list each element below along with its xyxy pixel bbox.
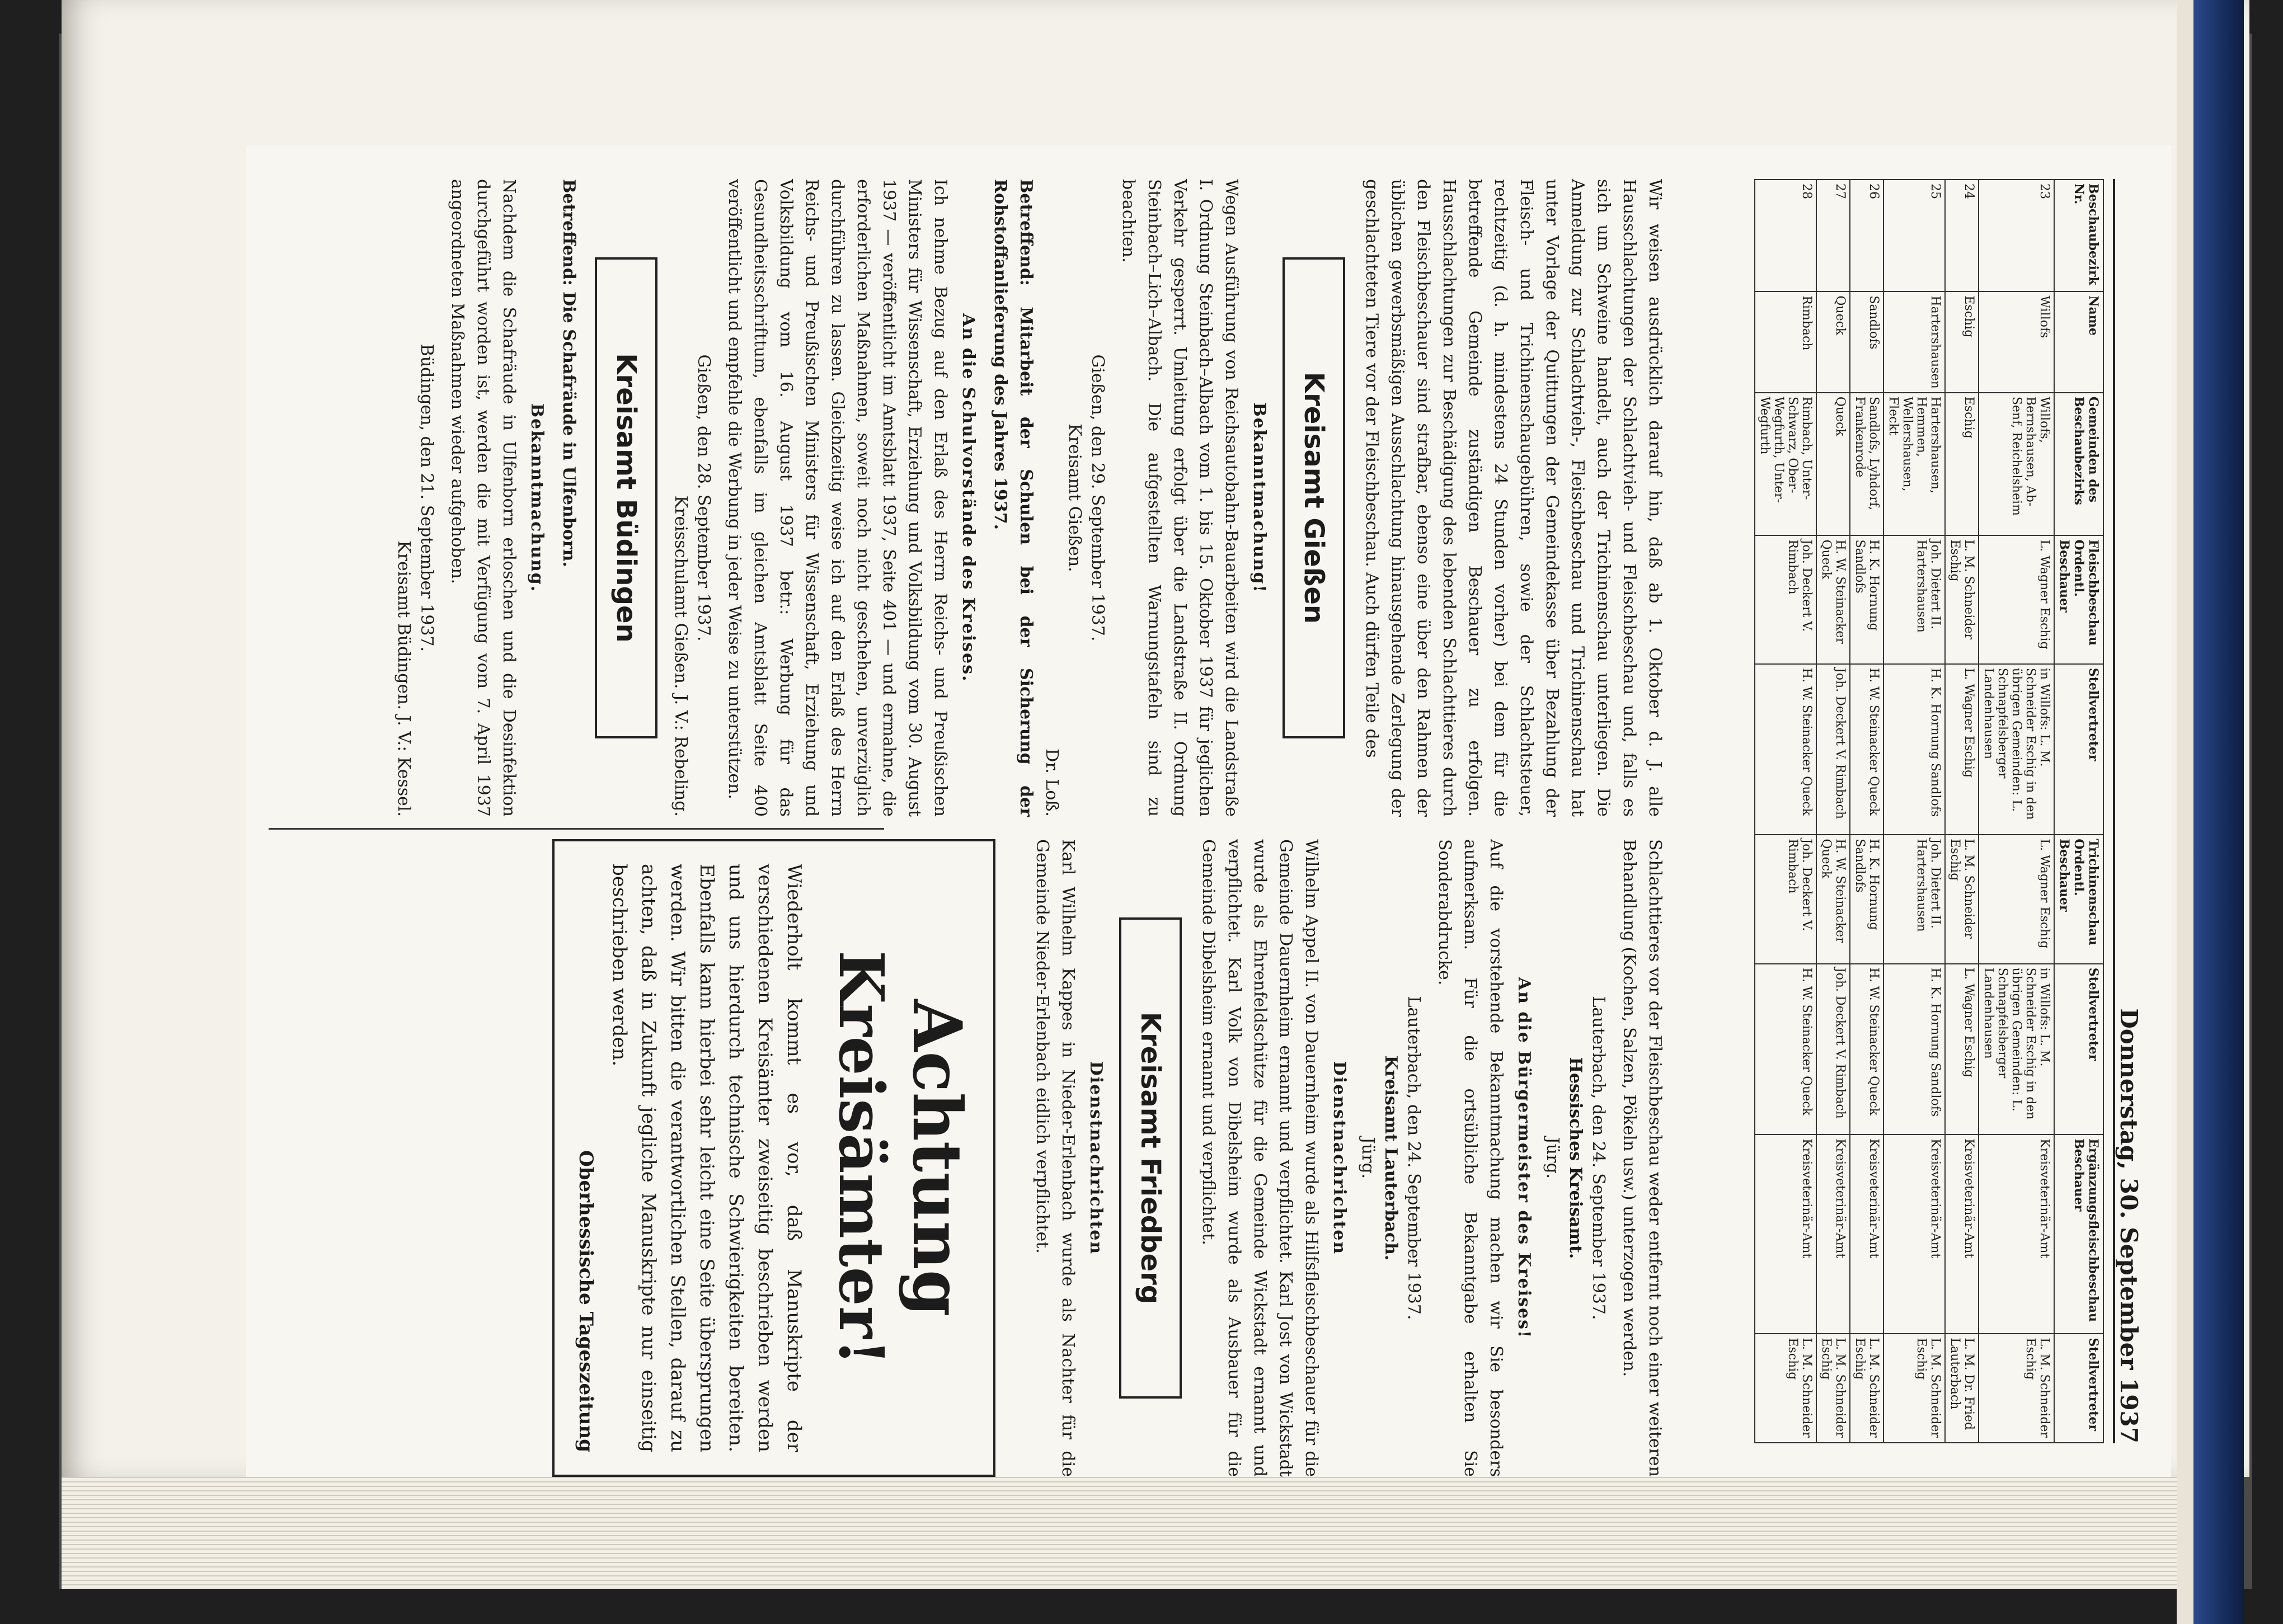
buedingen-signature: Kreisamt Büdingen. J. V.: Kessel. [394, 540, 414, 817]
cell-fb-beschauer: H. W. Steinacker Queck [1816, 535, 1850, 663]
th-name: Name [2054, 291, 2103, 392]
cell-fb-stellv: in Willofs: L. M. Schneider Eschig in den übrigen Gemeinden: L. Schnapfelsberger Landenhausen [1979, 664, 2054, 835]
notice-body: Wiederholt kommt es vor, daß Manuskripte der verschiedenen Kreisämter zweiseitig beschrieben werden und uns hierdurch technische Schwierigkeiten bereiten. Ebenfalls kann hierbei sehr leicht eine Seite übersprungen werden. Wir bitten die verantwortlichen Stellen, darauf zu achten, daß in Zukunft jegliche Manuskripte nur einseitig beschrieben werden. [608, 864, 805, 1452]
cell-erg-beschauer: Kreisveterinär-Amt [1883, 1135, 1945, 1334]
cell-erg-stellv: L. M. Schneider Eschig [1755, 1334, 1816, 1443]
dienstnachrichten2-heading: Dienstnachrichten [1086, 1061, 1106, 1255]
buergermeister-body: Auf die vorstehende Bekanntmachung machen wir Sie besonders aufmerksam. Für die ortsübliche Bekanntgabe erhalten Sie Sonderabdrucke. [1435, 839, 1506, 1477]
betreff-schafraeude: Betreffend: Die Schafräude in Ulfenborn. [559, 179, 579, 567]
cell-erg-stellv: L. M. Dr. Fried Lauterbach [1945, 1334, 1979, 1443]
giessen-signature: Dr. Loß. [1042, 749, 1061, 817]
cell-name: Hartershausen [1883, 291, 1945, 392]
cell-nr: 27 [1816, 180, 1850, 291]
cell-erg-stellv: L. M. Schneider Eschig [1979, 1334, 2054, 1443]
lauterbach2-signature: Jürg. [1358, 1137, 1378, 1179]
cell-gemeinden: Sandlofs, Lyhdorf, Frankenrode [1850, 393, 1883, 536]
cell-name: Willofs [1979, 291, 2054, 392]
th-erg-stellv: Stellvertreter [2054, 1334, 2103, 1443]
binding-edge [2177, 0, 2193, 1624]
cell-gemeinden: Queck [1816, 393, 1850, 536]
two-column-body [269, 179, 1667, 1477]
cell-fb-beschauer: L. M. Schneider Eschig [1945, 535, 1979, 663]
an-schulvorstaende: An die Schulvorstände des Kreises. [959, 313, 978, 682]
lauterbach-signature: Jürg. [1543, 1137, 1562, 1179]
table-row [1883, 180, 1945, 1443]
achtung-notice-box [552, 839, 995, 1477]
book-spine [2193, 0, 2244, 1624]
lauterbach2-office: Kreisamt Lauterbach. [1381, 1055, 1401, 1261]
cell-fb-beschauer: L. Wagner Eschig [1979, 535, 2054, 663]
cell-fb-stellv: L. Wagner Eschig [1945, 664, 1979, 835]
cell-fb-beschauer: Joh. Dietert II. Hartershausen [1883, 535, 1945, 663]
heading-box-friedberg: Kreisamt Friedberg [1119, 917, 1182, 1399]
giessen-notice-body: Wegen Ausführung von Reichsautobahn-Bauarbeiten wird die Landstraße I. Ordnung Steinbach–Albach vom 1. bis 15. Oktober 1937 für jeglichen Verkehr gesperrt. Umleitung erfolgt über die Landstraße II. Ordnung Steinbach–Lich–Albach. Die aufgestellten Warnungstafeln sind zu beachten. [1119, 179, 1241, 817]
cell-name: Sandlofs [1850, 291, 1883, 392]
cell-tr-beschauer: H. W. Steinacker Queck [1816, 835, 1850, 963]
cell-erg-stellv: L. M. Schneider Eschig [1816, 1334, 1850, 1443]
cell-fb-stellv: H. W. Steinacker Queck [1755, 664, 1816, 835]
dienstnachrichten-body: Wilhelm Appel II. von Dauernheim wurde als Hilfsfleischbeschauer für die Gemeinde Dauernheim ernannt und verpflichtet. Karl Jost von Wickstadt wurde als Ehrenfeldschütze für die Gemeinde Wickstadt ernannt und verpflichtet. Karl Volk von Dibelsheim wurde als Ausbauer für die Gemeinde Dibelsheim ernannt und verpflichtet. [1199, 839, 1321, 1477]
cell-tr-stellv: Joh. Deckert V. Rimbach [1816, 964, 1850, 1135]
cell-nr: 24 [1945, 180, 1979, 291]
th-erg-beschauer: Ergänzungsfleischbeschau Beschauer [2054, 1135, 2103, 1334]
lauterbach-date: Lauterbach, den 24. September 1937. [1589, 996, 1608, 1320]
cell-nr: 25 [1883, 180, 1945, 291]
cell-fb-stellv: Joh. Deckert V. Rimbach [1816, 664, 1850, 835]
giessen-office: Kreisamt Gießen. [1065, 423, 1084, 572]
page-header [2113, 179, 2149, 1443]
bekanntmachung3-heading: Bekanntmachung. [527, 403, 547, 593]
betreff-schulen: Betreffend: Mitarbeit der Schulen bei der Sicherung der Rohstoffanlieferung des Jahres 1937. [990, 179, 1036, 817]
th-fb-stellv: Stellvertreter [2054, 664, 2103, 835]
cell-tr-stellv: L. Wagner Eschig [1945, 964, 1979, 1135]
giessen-date: Gießen, den 29. September 1937. [1088, 354, 1107, 642]
cell-gemeinden: Willofs, Bernshausen, Ab-Senf, Reichelsheim [1979, 393, 2054, 536]
bekanntmachung-heading: Bekanntmachung! [1249, 402, 1269, 594]
right-column [269, 839, 1667, 1477]
newspaper-page [246, 145, 2171, 1477]
cell-erg-stellv: L. M. Schneider Eschig [1883, 1334, 1945, 1443]
cell-tr-beschauer: H. K. Hornung Sandlofs [1850, 835, 1883, 963]
table-row [1979, 180, 2054, 1443]
cell-tr-beschauer: Joh. Dietert II. Hartershausen [1883, 835, 1945, 963]
cell-nr: 23 [1979, 180, 2054, 291]
cell-gemeinden: Rimbach, Unter-Schwarz, Ober-Wegfurth, Unter-Wegfurth [1755, 393, 1816, 536]
cell-fb-beschauer: H. K. Hornung Sandlofs [1850, 535, 1883, 663]
cell-erg-beschauer: Kreisveterinär-Amt [1979, 1135, 2054, 1334]
cell-nr: 26 [1850, 180, 1883, 291]
heading-box-giessen: Kreisamt Gießen [1283, 257, 1345, 738]
schulen-body: Ich nehme Bezug auf den Erlaß des Herrn Reichs- und Preußischen Ministers für Wissenschaft, Erziehung und Volksbildung vom 30. August 1937 — veröffentlicht im Amtsblatt 1937, Seite 401 — und ermahne, die erforderlichen Maßnahmen, soweit noch nicht geschehen, unverzüglich durchführen zu lassen. Gleichzeitig weise ich auf den Erlaß des Herrn Reichs- und Preußischen Ministers für Wissenschaft, Erziehung und Volksbildung vom 16. August 1937 betr.: Werbung für das Gesundheitsschrifttum, ebenfalls im gleichen Amtsblatt Seite 400 veröffentlicht und empfehle die Werbung in jeder Weise zu unterstützen. [725, 179, 950, 817]
notice-title-kreisaemter: Kreisämter! [825, 950, 898, 1366]
table-row [1755, 180, 1816, 1443]
cell-tr-stellv: H. K. Hornung Sandlofs [1883, 964, 1945, 1135]
table-row [1816, 180, 1850, 1443]
cell-name: Rimbach [1755, 291, 1816, 392]
an-buergermeister: An die Bürgermeister des Kreises! [1514, 977, 1534, 1339]
dienstnachrichten-heading: Dienstnachrichten [1330, 1061, 1349, 1255]
cell-fb-stellv: H. W. Steinacker Queck [1850, 664, 1883, 835]
intro-paragraph: Wir weisen ausdrücklich darauf hin, daß ab 1. Oktober d. J. alle Hausschlachtungen der Schlachtvieh- und Fleischbeschau und, falls es sich um Schweine handelt, auch der Trichinenschau unterliegen. Die Anmeldung zur Schlachtvieh-, Fleischbeschau und Trichinenschau hat unter Vorlage der Quittungen der Gemeindekasse über Bezahlung der Fleisch- und Trichinenschaugebühren, sowie der Schlachtsteuer, rechtzeitig (d. h. mindestens 24 Stunden vorher) bei dem für die betreffende Gemeinde zuständigen Beschauer zu erfolgen. Hausschlachtungen zur Beschädigung des lebenden Schlachttieres durch den Fleischbeschauer sind strafbar, ebenso eine über den Rahmen der üblichen gewerbsmäßigen Ausschlachtung hinausgehende Zerlegung der geschlachteten Tiere vor der Fleischbeschau. Auch dürfen Teile des [1362, 179, 1665, 817]
cell-fb-stellv: H. K. Hornung Sandlofs [1883, 664, 1945, 835]
cell-tr-stellv: H. W. Steinacker Queck [1755, 964, 1816, 1135]
heading-box-buedingen: Kreisamt Büdingen [595, 257, 657, 738]
cell-fb-beschauer: Joh. Deckert V. Rimbach [1755, 535, 1816, 663]
schulen-signature: Kreisschulamt Gießen. J. V.: Rebeling. [671, 495, 690, 817]
dienstnachrichten2-body: Karl Wilhelm Kappes in Nieder-Erlenbach wurde als Nachter für die Gemeinde Nieder-Erlenbach eidlich verpflichtet. [1032, 839, 1078, 1477]
notice-title-achtung: Achtung [898, 999, 976, 1317]
newspaper-page-wrapper [246, 145, 2171, 1477]
column-divider [269, 828, 884, 830]
cell-erg-beschauer: Kreisveterinär-Amt [1850, 1135, 1883, 1334]
inspection-table [1754, 179, 2104, 1443]
cell-tr-stellv: H. W. Steinacker Queck [1850, 964, 1883, 1135]
schafraeude-body: Nachdem die Schafräude in Ulfenborn erloschen und die Desinfektion durchgeführt worden ist, werden die mit Verfügung vom 7. April 1937 angeordneten Maßnahmen wieder aufgehoben. [448, 179, 519, 817]
date-line: Donnerstag, 30. September 1937 [2115, 1008, 2143, 1443]
table-row [1945, 180, 1979, 1443]
cell-nr: 28 [1755, 180, 1816, 291]
cell-gemeinden: Eschig [1945, 393, 1979, 536]
th-gemeinden: Gemeinden des Beschaubezirks [2054, 393, 2103, 536]
cell-erg-beschauer: Kreisveterinär-Amt [1945, 1135, 1979, 1334]
th-fb-beschauer: Fleischbeschau Ordentl. Beschauer [2054, 535, 2103, 663]
cell-tr-beschauer: L. M. Schneider Eschig [1945, 835, 1979, 963]
buedingen-date: Büdingen, den 21. September 1937. [417, 343, 436, 652]
lauterbach-office: Hessisches Kreisamt. [1566, 1057, 1585, 1259]
lauterbach2-date: Lauterbach, den 24. September 1937. [1404, 996, 1424, 1320]
th-tr-beschauer: Trichinenschau Ordentl. Beschauer [2054, 835, 2103, 963]
cell-name: Eschig [1945, 291, 1979, 392]
right-intro: Schlachttieres vor der Fleischbeschau weder entfernt noch einer weiteren Behandlung (Kochen, Salzen, Pökeln usw.) unterzogen werden. [1619, 839, 1665, 1477]
schulen-date: Gießen, den 28. September 1937. [694, 354, 713, 642]
cell-tr-stellv: in Willofs: L. M. Schneider Eschig in den übrigen Gemeinden: L. Schnapfelsberger Landenhausen [1979, 964, 2054, 1135]
cell-gemeinden: Hartershausen, Hemmen, Wellershausen, Fleckt [1883, 393, 1945, 536]
cell-erg-beschauer: Kreisveterinär-Amt [1755, 1135, 1816, 1334]
cell-name: Queck [1816, 291, 1850, 392]
table-header-row [2054, 180, 2103, 1443]
cell-tr-beschauer: Joh. Deckert V. Rimbach [1755, 835, 1816, 963]
notice-signature: Oberhessische Tageszeitung [575, 1150, 597, 1452]
th-nr: Beschaubezirk Nr. [2054, 180, 2103, 291]
cell-erg-beschauer: Kreisveterinär-Amt [1816, 1135, 1850, 1334]
cell-erg-stellv: L. M. Schneider Eschig [1850, 1334, 1883, 1443]
left-column [269, 179, 1667, 817]
th-tr-stellv: Stellvertreter [2054, 964, 2103, 1135]
table-row [1850, 180, 1883, 1443]
newspaper-page-rotated [246, 145, 2171, 1477]
cell-tr-beschauer: L. Wagner Eschig [1979, 835, 2054, 963]
